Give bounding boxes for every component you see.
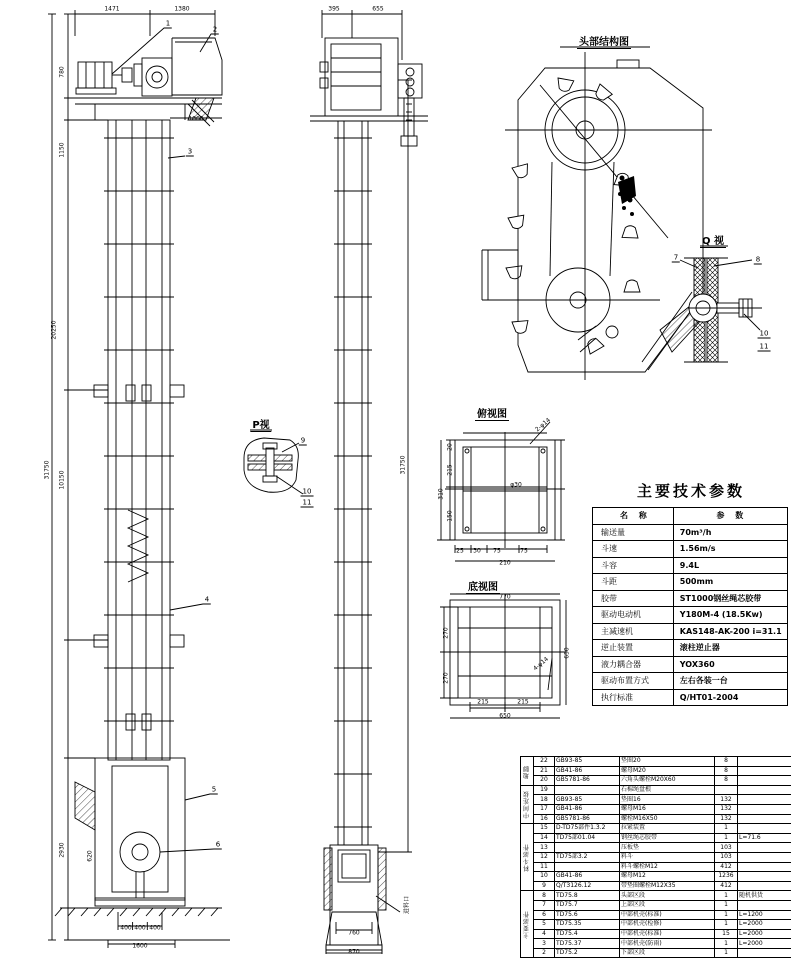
bom-row [521,833,792,843]
param-name: 斗距 [593,574,674,591]
bom-cell-rmk [738,852,792,862]
bom-cell-no: 16 [534,814,555,824]
bom-row [521,776,792,786]
bom-cell-code: TD75.4 [555,929,620,939]
label-dim: 75 [520,547,528,555]
bom-cell-nm: 中部机壳(标准) [620,910,715,920]
params-header: 参 数 [673,508,787,525]
bom-cell-nm: 上部区段 [620,900,715,910]
bom-cell-qty: 1236 [715,872,738,882]
label-dim: 215 [517,698,529,706]
bom-cell-code: GB5781-86 [555,814,620,824]
bom-panel [520,756,791,969]
bom-group-label: 主要部件 [521,891,534,958]
label-dim: 2930 [58,842,66,858]
params-row [593,574,788,591]
bom-cell-qty: 132 [715,795,738,805]
bom-cell-no: 21 [534,766,555,776]
bom-cell-qty: 8 [715,766,738,776]
bom-cell-nm: 垫圈16 [620,795,715,805]
bom-cell-rmk: 随机供货 [738,891,792,901]
bom-row [521,843,792,853]
bom-cell-qty: 1 [715,948,738,958]
label-title: 底视图 [466,578,500,594]
label-dim: 310 [437,488,445,500]
bom-cell-qty: 132 [715,814,738,824]
label-dim: 400 [149,924,161,932]
param-value: 左右各装一台 [673,673,787,690]
bom-cell-no: 15 [534,824,555,834]
params-row [593,623,788,640]
bom-cell-rmk [738,776,792,786]
param-value: ST1000钢丝绳芯胶带 [673,590,787,607]
param-value: Y180M-4 (18.5Kw) [673,607,787,624]
label-title: Q 视 [700,232,726,248]
bom-cell-nm: 拉紧装置 [620,824,715,834]
param-name: 主减速机 [593,623,674,640]
bom-cell-qty: 15 [715,929,738,939]
bom-cell-qty: 8 [715,757,738,767]
label-dim: 1471 [104,5,120,13]
bom-row [521,900,792,910]
bom-cell-no: 13 [534,843,555,853]
bom-cell-rmk: L=2000 [738,920,792,930]
bom-cell-nm: 带垫圈螺栓M12X35 [620,881,715,891]
bom-cell-no: 2 [534,948,555,958]
label-dim: 2-φ14 [534,416,552,434]
label-dim: φ30 [510,481,522,489]
label-dim: 25 [456,547,464,555]
params-row [593,541,788,558]
bom-row [521,920,792,930]
bom-cell-no: 19 [534,785,555,795]
bom-cell-rmk [738,948,792,958]
bom-row [521,757,792,767]
bom-cell-code [555,862,620,872]
param-value: 9.4L [673,557,787,574]
label-balloon: 11 [302,498,312,507]
params-row [593,640,788,657]
bom-cell-no: 7 [534,900,555,910]
bom-cell-code: GB41-86 [555,872,620,882]
label-dim: 655 [372,5,384,13]
label-dim: 1150 [58,142,66,158]
bom-cell-nm: 料斗 [620,852,715,862]
param-name: 胶带 [593,590,674,607]
bom-cell-nm: 下部区段 [620,948,715,958]
bom-cell-code: GB93-85 [555,757,620,767]
label-dim: 30 [473,547,481,555]
param-value: KAS148-AK-200 i=31.1 [673,623,787,640]
params-row [593,590,788,607]
bom-cell-qty: 132 [715,804,738,814]
params-row [593,607,788,624]
param-value: 70m³/h [673,524,787,541]
bom-cell-rmk [738,843,792,853]
bom-row [521,766,792,776]
label-dim: 395 [328,5,340,13]
label-dim: 4-φ14 [532,655,550,673]
bom-cell-no: 17 [534,804,555,814]
label-dim: 270 [442,672,450,684]
bom-cell-code: TD75.35 [555,920,620,930]
bom-cell-rmk [738,785,792,795]
bom-cell-nm: 螺母M12 [620,872,715,882]
bom-cell-no: 20 [534,776,555,786]
label-dim: 20250 [50,320,58,340]
bom-row [521,785,792,795]
bom-cell-no: 9 [534,881,555,891]
bom-cell-rmk: L=71.6 [738,833,792,843]
param-value: 500mm [673,574,787,591]
param-name: 逆止装置 [593,640,674,657]
param-value: Q/HT01-2004 [673,689,787,706]
label-dim: 780 [58,66,66,78]
bom-cell-no: 18 [534,795,555,805]
bom-cell-code: GB41-86 [555,804,620,814]
param-value: YOX360 [673,656,787,673]
param-name: 执行标准 [593,689,674,706]
bom-cell-rmk: L=2000 [738,929,792,939]
params-header: 名 称 [593,508,674,525]
bom-cell-nm: 压板垫 [620,843,715,853]
bom-table [520,756,791,958]
bom-cell-nm: 石棉绳盘根 [620,785,715,795]
bom-row [521,852,792,862]
bom-cell-nm: 中部机壳(检修) [620,920,715,930]
label-dim: 215 [477,698,489,706]
params-row [593,524,788,541]
bom-cell-code: TD75.37 [555,939,620,949]
params-row [593,557,788,574]
param-name: 输送量 [593,524,674,541]
bom-row [521,814,792,824]
bom-cell-code: TD75部3.2 [555,852,620,862]
bom-cell-rmk [738,757,792,767]
bom-cell-qty: 412 [715,881,738,891]
label-title: 头部结构图 [577,33,631,49]
label-balloon: 8 [755,255,761,264]
label-dim: 1060 [188,115,204,123]
bom-cell-rmk [738,795,792,805]
tech-params-panel [592,480,790,706]
bom-cell-no: 10 [534,872,555,882]
bom-cell-no: 5 [534,920,555,930]
bom-group-label: 中间连接 [521,785,534,823]
label-balloon: 10 [302,487,312,496]
params-row [593,656,788,673]
tech-params-table [592,507,788,706]
label-balloon: 9 [300,436,306,445]
bom-cell-no: 14 [534,833,555,843]
label-balloon: 6 [215,840,221,849]
bom-group-label: 地脚 [521,757,534,786]
label-dim: 650 [563,647,571,659]
bom-cell-rmk [738,900,792,910]
bom-cell-qty: 1 [715,939,738,949]
label-dim: 270 [442,627,450,639]
label-balloon: 5 [211,785,217,794]
bom-cell-qty: 1 [715,900,738,910]
label-dim: 870 [348,948,360,956]
label-dim: 31750 [43,460,51,480]
bom-cell-nm: 六角头螺栓M20X60 [620,776,715,786]
bom-cell-no: 11 [534,862,555,872]
bom-cell-no: 8 [534,891,555,901]
bom-cell-qty: 1 [715,824,738,834]
label-dim: 150 [446,510,454,522]
bom-cell-nm: 垫圈20 [620,757,715,767]
params-row [593,689,788,706]
label-dim: 620 [86,850,94,862]
bom-cell-qty: 103 [715,843,738,853]
label-balloon: 7 [673,253,679,262]
bom-cell-code: GB41-86 [555,766,620,776]
bom-group-label: 料斗部件 [521,824,534,891]
bom-cell-code [555,785,620,795]
label-dim: 760 [348,929,360,937]
bom-row [521,804,792,814]
bom-cell-code: Q/T3126.12 [555,881,620,891]
bom-cell-qty: 1 [715,833,738,843]
bom-row [521,910,792,920]
bom-cell-no: 3 [534,939,555,949]
label-title: P视 [250,416,271,432]
label-dim: 10150 [58,470,66,490]
bom-cell-qty: 1 [715,920,738,930]
label-dim: 400 [120,924,132,932]
bom-cell-no: 6 [534,910,555,920]
label-dim: 210 [499,559,511,567]
bom-cell-nm: 料斗螺栓M12 [620,862,715,872]
label-balloon: 10 [759,329,769,338]
param-name: 驱动布置方式 [593,673,674,690]
bom-cell-nm: 中部机壳(标准) [620,929,715,939]
bom-cell-rmk: L=1200 [738,910,792,920]
label-dim: 31750 [399,455,407,475]
bom-cell-nm: 螺母M20 [620,766,715,776]
bom-cell-rmk [738,804,792,814]
label-balloon: 1 [165,19,171,28]
bom-cell-code: TD75.7 [555,900,620,910]
bom-cell-code: GB93-85 [555,795,620,805]
param-name: 液力耦合器 [593,656,674,673]
param-name: 斗速 [593,541,674,558]
label-note: 进料口 [403,895,411,915]
param-value: 滚柱逆止器 [673,640,787,657]
bom-row [521,862,792,872]
bom-cell-qty: 103 [715,852,738,862]
label-dim: 650 [499,712,511,720]
bom-cell-qty: 1 [715,910,738,920]
label-dim: 75 [493,547,501,555]
bom-cell-qty [715,785,738,795]
bom-cell-nm: 钢丝绳芯胶带 [620,833,715,843]
label-balloon: 2 [212,25,218,34]
bom-cell-rmk [738,862,792,872]
param-value: 1.56m/s [673,541,787,558]
bom-cell-code: TD75.2 [555,948,620,958]
bom-cell-rmk [738,824,792,834]
bom-cell-rmk [738,814,792,824]
label-dim: 215 [446,464,454,476]
label-balloon: 4 [204,595,210,604]
bom-row [521,929,792,939]
bom-row [521,795,792,805]
label-dim: 1380 [174,5,190,13]
bom-cell-qty: 412 [715,862,738,872]
bom-cell-nm: 螺栓M16X50 [620,814,715,824]
bom-cell-nm: 头部区段 [620,891,715,901]
bom-cell-code: TD75.8 [555,891,620,901]
bom-cell-code [555,843,620,853]
bom-cell-code: GB5781-86 [555,776,620,786]
label-dim: 1600 [132,942,148,950]
bom-cell-rmk [738,881,792,891]
param-name: 驱动电动机 [593,607,674,624]
label-dim: 400 [134,924,146,932]
bom-cell-qty: 8 [715,776,738,786]
bom-cell-code: TD75部01.04 [555,833,620,843]
bom-cell-rmk: L=2000 [738,939,792,949]
bom-cell-rmk [738,766,792,776]
param-name: 斗容 [593,557,674,574]
tech-params-title: 主要技术参数 [636,482,745,500]
bom-row [521,939,792,949]
label-dim: 770 [499,593,511,601]
bom-cell-code: D-TD75部件1.3.2 [555,824,620,834]
bom-cell-qty: 1 [715,891,738,901]
bom-cell-no: 22 [534,757,555,767]
label-title: 俯视图 [475,405,509,421]
bom-cell-nm: 中部机壳(防雨) [620,939,715,949]
bom-cell-no: 4 [534,929,555,939]
bom-row [521,881,792,891]
bom-row [521,824,792,834]
bom-cell-nm: 螺母M16 [620,804,715,814]
label-balloon: 3 [187,147,193,156]
bom-row [521,872,792,882]
bom-cell-code: TD75.6 [555,910,620,920]
bom-cell-no: 12 [534,852,555,862]
bom-row [521,891,792,901]
label-balloon: 11 [759,342,769,351]
params-row [593,673,788,690]
bom-row [521,948,792,958]
label-dim: 20 [446,443,454,451]
bom-cell-rmk [738,872,792,882]
